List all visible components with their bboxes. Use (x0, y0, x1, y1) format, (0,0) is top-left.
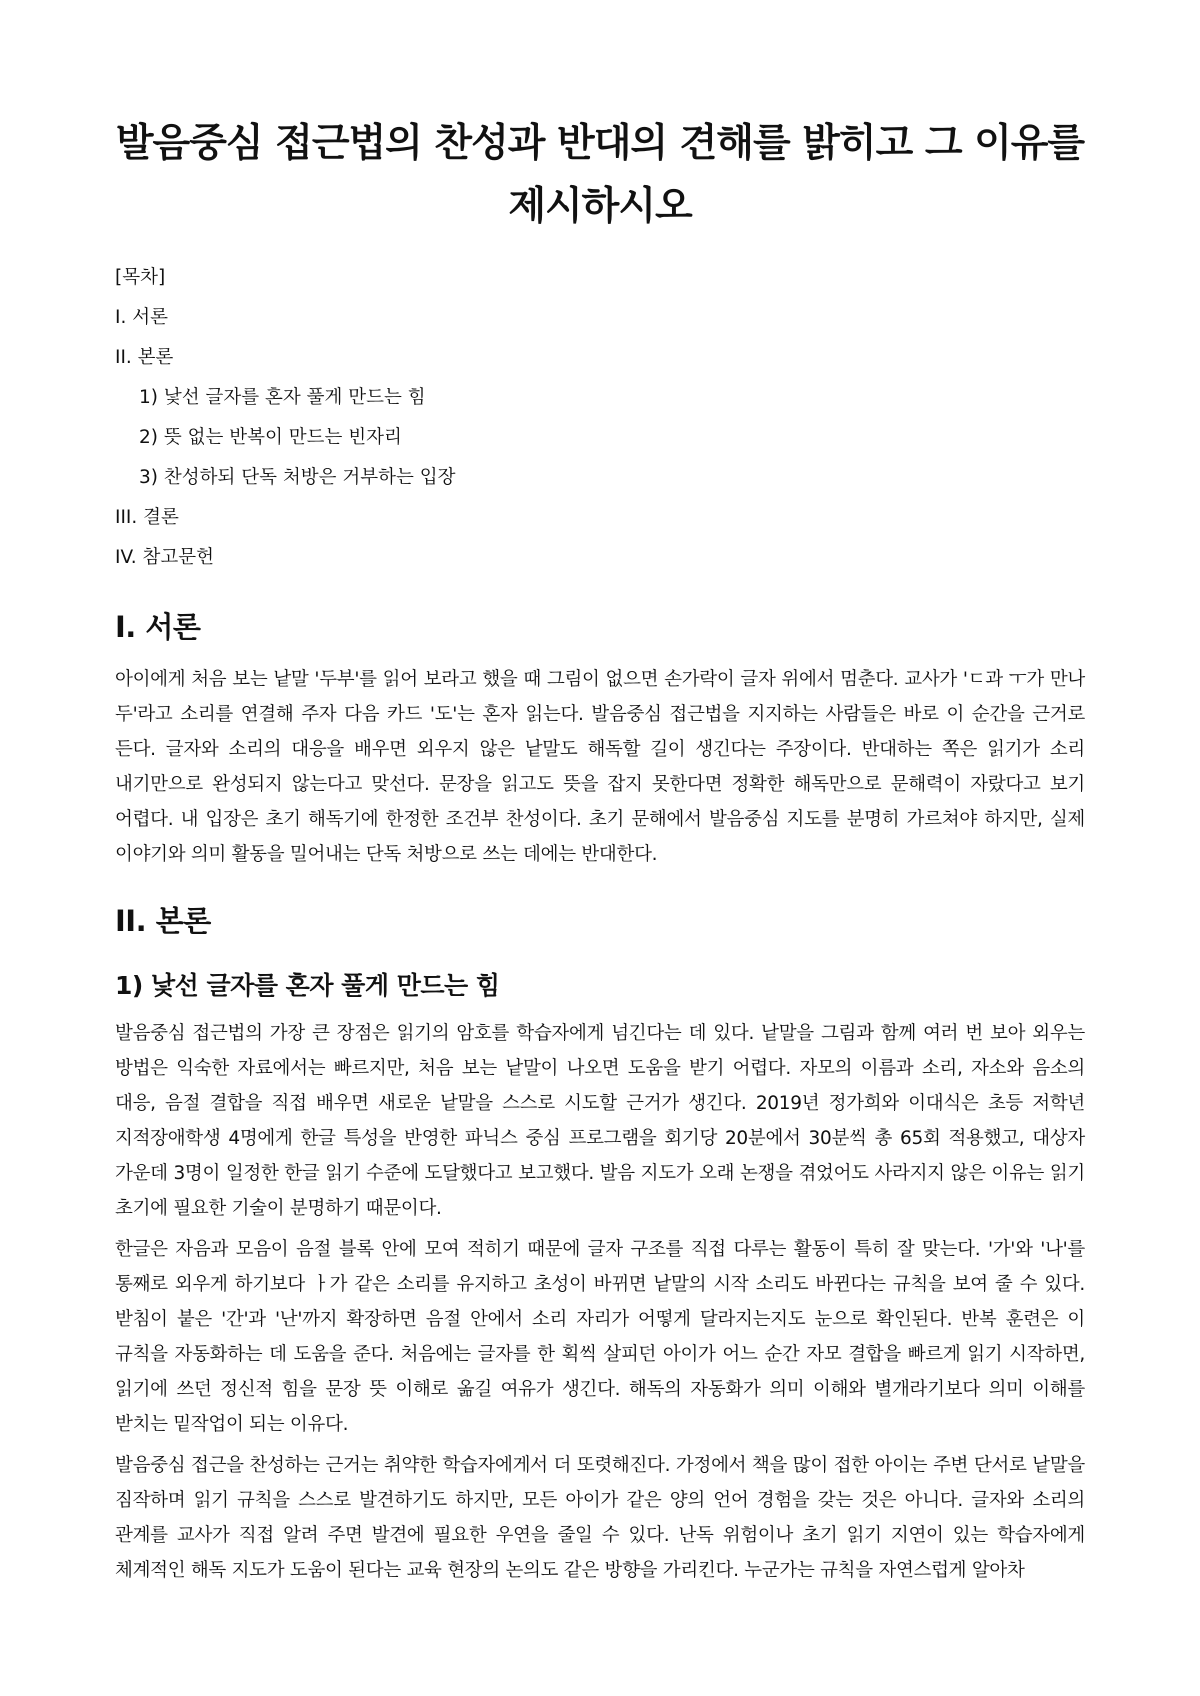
toc-heading: [목차] (115, 267, 166, 288)
intro-paragraph: 아이에게 처음 보는 낱말 '두부'를 읽어 보라고 했을 때 그림이 없으면 손가락이 글자 위에서 멈춘다. 교사가 'ㄷ과 ㅜ가 만나 두'라고 소리를 연결해 주자 다음 카드 '도'는 혼자 읽는다. 발음중심 접근법을 지지하는 사람들은 바로 이 순간을 근거로 든다. 글자와 소리의 대응을 배우면 외우지 않은 낱말도 해독할 길이 생긴다는 주장이다. 반대하는 쪽은 읽기가 소리 내기만으로 완성되지 않는다고 맞선다. 문장을 읽고도 뜻을 잡지 못한다면 정확한 해독만으로 문해력이 자랐다고 보기 어렵다. 내 입장은 초기 해독기에 한정한 조건부 찬성이다. 초기 문해에서 발음중심 지도를 분명히 가르쳐야 하지만, 실제 이야기와 의미 활동을 밀어내는 단독 처방으로 쓰는 데에는 반대한다. (115, 669, 1085, 865)
body-paragraph: 발음중심 접근을 찬성하는 근거는 취약한 학습자에게서 더 또렷해진다. 가정에서 책을 많이 접한 아이는 주변 단서로 낱말을 짐작하며 읽기 규칙을 스스로 발견하기도 하지만, 모든 아이가 같은 양의 언어 경험을 갖는 것은 아니다. 글자와 소리의 관계를 교사가 직접 알려 주면 발견에 필요한 우연을 줄일 수 있다. 난독 위험이나 초기 읽기 지연이 있는 학습자에게 체계적인 해독 지도가 도움이 된다는 교육 현장의 논의도 같은 방향을 가리킨다. 누군가는 규칙을 자연스럽게 알아차 (115, 1455, 1085, 1581)
toc-item: III. 결론 (115, 507, 179, 528)
document-title: 발음중심 접근법의 찬성과 반대의 견해를 밝히고 그 이유를 제시하시오 (115, 121, 1085, 229)
section-heading-body: II. 본론 (115, 904, 211, 938)
body-paragraph: 한글은 자음과 모음이 음절 블록 안에 모여 적히기 때문에 글자 구조를 직접 다루는 활동이 특히 잘 맞는다. '가'와 '나'를 통째로 외우게 하기보다 ㅏ가 같은 소리를 유지하고 초성이 바뀌면 낱말의 시작 소리도 바뀐다는 규칙을 보여 줄 수 있다. 받침이 붙은 '간'과 '난'까지 확장하면 음절 안에서 소리 자리가 어떻게 달라지는지도 눈으로 확인된다. 반복 훈련은 이 규칙을 자동화하는 데 도움을 준다. 처음에는 글자를 한 획씩 살피던 아이가 어느 순간 자모 결합을 빠르게 읽기 시작하면, 읽기에 쓰던 정신적 힘을 문장 뜻 이해로 옮길 여유가 생긴다. 해독의 자동화가 의미 이해와 별개라기보다 의미 이해를 받치는 밑작업이 되는 이유다. (115, 1239, 1085, 1435)
toc-item: IV. 참고문헌 (115, 547, 214, 568)
subsection-heading-1: 1) 낯선 글자를 혼자 풀게 만드는 힘 (115, 971, 500, 1000)
toc-item: II. 본론 (115, 347, 174, 368)
toc-item: I. 서론 (115, 307, 168, 328)
toc-subitem: 1) 낯선 글자를 혼자 풀게 만드는 힘 (139, 387, 426, 408)
section-heading-intro: I. 서론 (115, 610, 201, 644)
toc-subitem: 2) 뜻 없는 반복이 만드는 빈자리 (139, 427, 402, 448)
toc-subitem: 3) 찬성하되 단독 처방은 거부하는 입장 (139, 467, 456, 488)
table-of-contents (115, 258, 1085, 578)
body-paragraph: 발음중심 접근법의 가장 큰 장점은 읽기의 암호를 학습자에게 넘긴다는 데 있다. 낱말을 그림과 함께 여러 번 보아 외우는 방법은 익숙한 자료에서는 빠르지만, 처음 보는 낱말이 나오면 도움을 받기 어렵다. 자모의 이름과 소리, 자소와 음소의 대응, 음절 결합을 직접 배우면 새로운 낱말을 스스로 시도할 근거가 생긴다. 2019년 정가희와 이대식은 초등 저학년 지적장애학생 4명에게 한글 특성을 반영한 파닉스 중심 프로그램을 회기당 20분에서 30분씩 총 65회 적용했고, 대상자 가운데 3명이 일정한 한글 읽기 수준에 도달했다고 보고했다. 발음 지도가 오래 논쟁을 겪었어도 사라지지 않은 이유는 읽기 초기에 필요한 기술이 분명하기 때문이다. (115, 1023, 1085, 1219)
